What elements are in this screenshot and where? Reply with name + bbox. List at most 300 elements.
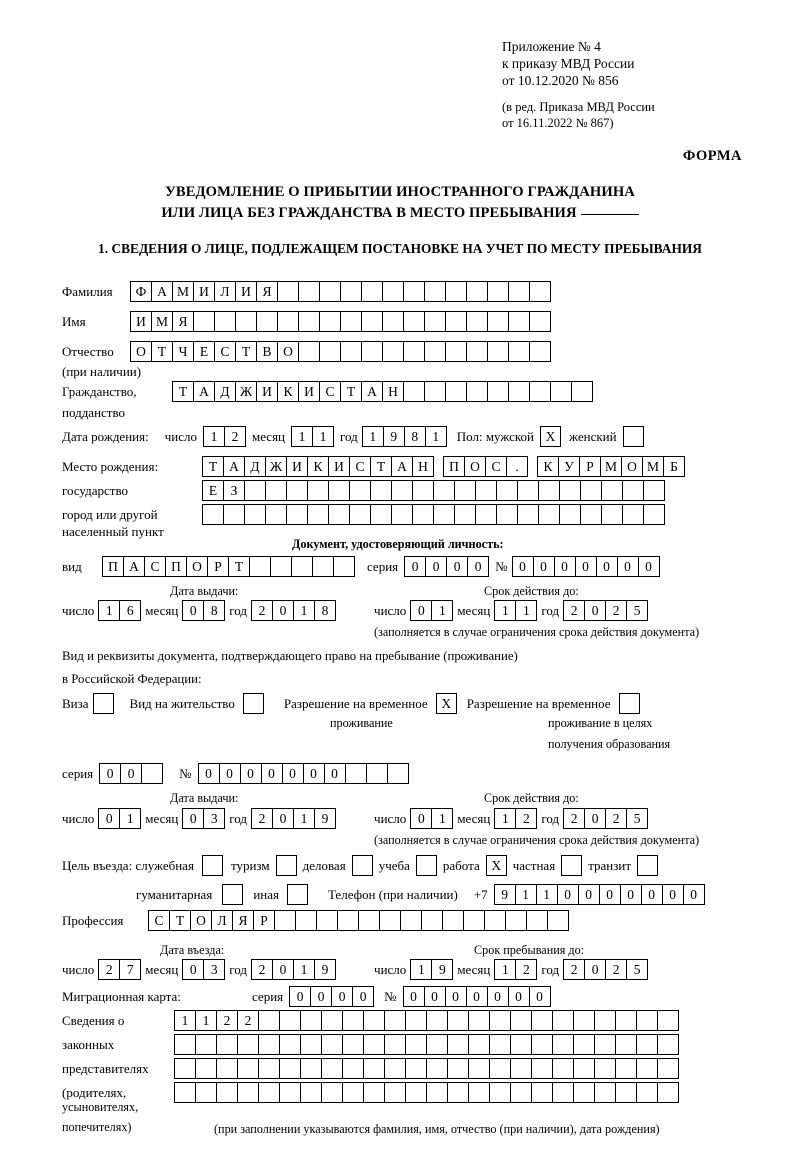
cell[interactable]: В xyxy=(256,341,278,362)
cell[interactable]: 2 xyxy=(237,1010,259,1031)
cell[interactable] xyxy=(552,1058,574,1079)
cell[interactable]: О xyxy=(130,341,152,362)
cell[interactable] xyxy=(223,504,245,525)
cell[interactable]: А xyxy=(361,381,383,402)
cell[interactable] xyxy=(559,480,581,501)
cell[interactable] xyxy=(279,1058,301,1079)
cell[interactable] xyxy=(358,910,380,931)
cell[interactable]: 5 xyxy=(626,600,648,621)
cell[interactable]: 0 xyxy=(533,556,555,577)
cell[interactable] xyxy=(538,480,560,501)
purpose-work-checkbox[interactable]: Х xyxy=(486,855,507,876)
identity-type-input[interactable] xyxy=(102,556,355,577)
cell[interactable] xyxy=(496,504,518,525)
cell[interactable] xyxy=(508,281,530,302)
cell[interactable] xyxy=(300,1034,322,1055)
identity-valid-year-input[interactable] xyxy=(563,600,648,621)
cell[interactable] xyxy=(496,480,518,501)
purpose-tourism-checkbox[interactable] xyxy=(276,855,297,876)
cell[interactable]: П xyxy=(165,556,187,577)
cell[interactable] xyxy=(559,504,581,525)
cell[interactable] xyxy=(258,1010,280,1031)
cell[interactable]: 1 xyxy=(536,884,558,905)
cell[interactable]: 0 xyxy=(303,763,325,784)
cell[interactable]: 0 xyxy=(557,884,579,905)
cell[interactable]: О xyxy=(621,456,643,477)
cell[interactable]: О xyxy=(186,556,208,577)
cell[interactable]: 1 xyxy=(174,1010,196,1031)
cell[interactable] xyxy=(636,1034,658,1055)
cell[interactable] xyxy=(340,281,362,302)
visa-checkbox[interactable] xyxy=(93,693,114,714)
identity-series-input[interactable] xyxy=(404,556,489,577)
cell[interactable]: У xyxy=(558,456,580,477)
cell[interactable]: Т xyxy=(370,456,392,477)
cell[interactable] xyxy=(601,504,623,525)
cell[interactable]: Т xyxy=(202,456,224,477)
identity-valid-month-input[interactable] xyxy=(494,600,537,621)
cell[interactable]: С xyxy=(349,456,371,477)
cell[interactable]: 0 xyxy=(289,986,311,1007)
birth-year-input[interactable] xyxy=(362,426,447,447)
cell[interactable] xyxy=(340,311,362,332)
cell[interactable] xyxy=(454,504,476,525)
cell[interactable] xyxy=(202,504,224,525)
cell[interactable]: С xyxy=(144,556,166,577)
migration-series-input[interactable] xyxy=(289,986,374,1007)
cell[interactable] xyxy=(487,381,509,402)
cell[interactable] xyxy=(615,1058,637,1079)
cell[interactable]: . xyxy=(506,456,528,477)
cell[interactable]: К xyxy=(277,381,299,402)
cell[interactable]: 0 xyxy=(310,986,332,1007)
cell[interactable] xyxy=(468,1034,490,1055)
cell[interactable] xyxy=(594,1082,616,1103)
cell[interactable] xyxy=(328,480,350,501)
cell[interactable] xyxy=(447,1010,469,1031)
cell[interactable] xyxy=(382,311,404,332)
cell[interactable] xyxy=(508,311,530,332)
cell[interactable] xyxy=(466,281,488,302)
cell[interactable] xyxy=(174,1082,196,1103)
cell[interactable] xyxy=(573,1034,595,1055)
cell[interactable]: Т xyxy=(172,381,194,402)
cell[interactable] xyxy=(426,1034,448,1055)
cell[interactable] xyxy=(517,480,539,501)
cell[interactable]: Л xyxy=(214,281,236,302)
cell[interactable] xyxy=(274,910,296,931)
permit-issue-month-input[interactable] xyxy=(182,808,225,829)
cell[interactable]: 0 xyxy=(403,986,425,1007)
cell[interactable]: 1 xyxy=(291,426,313,447)
cell[interactable]: 0 xyxy=(324,763,346,784)
cell[interactable] xyxy=(657,1034,679,1055)
cell[interactable]: А xyxy=(193,381,215,402)
cell[interactable]: Я xyxy=(256,281,278,302)
cell[interactable]: 0 xyxy=(219,763,241,784)
cell[interactable] xyxy=(363,1010,385,1031)
cell[interactable] xyxy=(279,1034,301,1055)
cell[interactable] xyxy=(426,1010,448,1031)
stay-month-input[interactable] xyxy=(494,959,537,980)
cell[interactable] xyxy=(487,311,509,332)
cell[interactable] xyxy=(403,281,425,302)
cell[interactable] xyxy=(552,1034,574,1055)
cell[interactable]: К xyxy=(537,456,559,477)
cell[interactable]: 5 xyxy=(626,808,648,829)
cell[interactable] xyxy=(475,504,497,525)
cell[interactable] xyxy=(363,1058,385,1079)
cell[interactable] xyxy=(468,1058,490,1079)
permit-valid-year-input[interactable] xyxy=(563,808,648,829)
cell[interactable] xyxy=(426,1058,448,1079)
cell[interactable] xyxy=(384,1034,406,1055)
cell[interactable] xyxy=(580,480,602,501)
cell[interactable] xyxy=(510,1058,532,1079)
cell[interactable]: 2 xyxy=(224,426,246,447)
cell[interactable] xyxy=(531,1058,553,1079)
cell[interactable] xyxy=(216,1082,238,1103)
cell[interactable] xyxy=(529,341,551,362)
cell[interactable]: 2 xyxy=(98,959,120,980)
cell[interactable] xyxy=(256,311,278,332)
cell[interactable] xyxy=(510,1034,532,1055)
cell[interactable] xyxy=(195,1082,217,1103)
cell[interactable] xyxy=(489,1010,511,1031)
cell[interactable] xyxy=(340,341,362,362)
permit-number-input[interactable] xyxy=(198,763,409,784)
cell[interactable] xyxy=(295,910,317,931)
cell[interactable] xyxy=(370,504,392,525)
cell[interactable]: 0 xyxy=(554,556,576,577)
cell[interactable]: 1 xyxy=(425,426,447,447)
cell[interactable]: 0 xyxy=(466,986,488,1007)
cell[interactable]: 0 xyxy=(446,556,468,577)
representatives-row-4[interactable] xyxy=(174,1082,679,1103)
cell[interactable] xyxy=(249,556,271,577)
cell[interactable] xyxy=(316,910,338,931)
cell[interactable] xyxy=(403,311,425,332)
permit-issue-day-input[interactable] xyxy=(98,808,141,829)
cell[interactable]: Т xyxy=(169,910,191,931)
cell[interactable] xyxy=(400,910,422,931)
purpose-humanitarian-checkbox[interactable] xyxy=(222,884,243,905)
cell[interactable]: И xyxy=(286,456,308,477)
cell[interactable] xyxy=(573,1082,595,1103)
cell[interactable] xyxy=(321,1034,343,1055)
cell[interactable]: 0 xyxy=(445,986,467,1007)
birthplace-row-2[interactable] xyxy=(202,480,665,501)
profession-input[interactable] xyxy=(148,910,569,931)
permit-issue-year-input[interactable] xyxy=(251,808,336,829)
cell[interactable]: Т xyxy=(228,556,250,577)
cell[interactable]: Е xyxy=(193,341,215,362)
birth-day-input[interactable] xyxy=(203,426,246,447)
cell[interactable]: 0 xyxy=(282,763,304,784)
cell[interactable]: Е xyxy=(202,480,224,501)
cell[interactable] xyxy=(657,1082,679,1103)
cell[interactable]: 0 xyxy=(584,959,606,980)
cell[interactable] xyxy=(580,504,602,525)
cell[interactable] xyxy=(328,504,350,525)
cell[interactable]: 0 xyxy=(272,808,294,829)
cell[interactable] xyxy=(291,556,313,577)
purpose-service-checkbox[interactable] xyxy=(202,855,223,876)
cell[interactable]: 1 xyxy=(431,808,453,829)
cell[interactable]: 1 xyxy=(293,808,315,829)
cell[interactable]: 0 xyxy=(620,884,642,905)
cell[interactable] xyxy=(615,1082,637,1103)
cell[interactable]: 0 xyxy=(641,884,663,905)
cell[interactable]: Н xyxy=(382,381,404,402)
cell[interactable] xyxy=(312,556,334,577)
cell[interactable]: 9 xyxy=(383,426,405,447)
cell[interactable] xyxy=(405,1034,427,1055)
cell[interactable]: Л xyxy=(211,910,233,931)
surname-input[interactable] xyxy=(130,281,551,302)
cell[interactable] xyxy=(298,341,320,362)
cell[interactable]: 0 xyxy=(599,884,621,905)
cell[interactable] xyxy=(279,1010,301,1031)
cell[interactable]: 1 xyxy=(494,959,516,980)
cell[interactable] xyxy=(307,480,329,501)
cell[interactable]: 0 xyxy=(120,763,142,784)
cell[interactable]: Р xyxy=(207,556,229,577)
cell[interactable] xyxy=(370,480,392,501)
cell[interactable] xyxy=(529,381,551,402)
cell[interactable] xyxy=(573,1058,595,1079)
cell[interactable] xyxy=(484,910,506,931)
cell[interactable]: А xyxy=(123,556,145,577)
cell[interactable]: Я xyxy=(172,311,194,332)
cell[interactable]: И xyxy=(328,456,350,477)
cell[interactable] xyxy=(510,1010,532,1031)
cell[interactable] xyxy=(468,1010,490,1031)
cell[interactable] xyxy=(445,281,467,302)
cell[interactable]: 0 xyxy=(182,959,204,980)
cell[interactable]: 2 xyxy=(251,959,273,980)
cell[interactable]: 9 xyxy=(431,959,453,980)
cell[interactable]: 1 xyxy=(119,808,141,829)
stay-day-input[interactable] xyxy=(410,959,453,980)
cell[interactable] xyxy=(601,480,623,501)
cell[interactable] xyxy=(300,1058,322,1079)
cell[interactable]: 0 xyxy=(331,986,353,1007)
cell[interactable]: 1 xyxy=(362,426,384,447)
cell[interactable] xyxy=(384,1058,406,1079)
cell[interactable] xyxy=(531,1082,553,1103)
cell[interactable] xyxy=(622,504,644,525)
cell[interactable] xyxy=(321,1058,343,1079)
cell[interactable]: 0 xyxy=(512,556,534,577)
cell[interactable]: 0 xyxy=(261,763,283,784)
cell[interactable]: 0 xyxy=(584,600,606,621)
cell[interactable] xyxy=(594,1010,616,1031)
cell[interactable] xyxy=(466,311,488,332)
cell[interactable]: М xyxy=(600,456,622,477)
cell[interactable] xyxy=(508,381,530,402)
cell[interactable] xyxy=(337,910,359,931)
cell[interactable] xyxy=(342,1034,364,1055)
cell[interactable] xyxy=(342,1010,364,1031)
cell[interactable] xyxy=(382,341,404,362)
cell[interactable]: 1 xyxy=(431,600,453,621)
cell[interactable] xyxy=(391,504,413,525)
cell[interactable] xyxy=(265,504,287,525)
citizenship-input[interactable] xyxy=(172,381,593,402)
cell[interactable]: 1 xyxy=(410,959,432,980)
sex-female-checkbox[interactable] xyxy=(623,426,644,447)
cell[interactable] xyxy=(342,1082,364,1103)
cell[interactable]: Т xyxy=(340,381,362,402)
cell[interactable] xyxy=(550,381,572,402)
cell[interactable] xyxy=(298,281,320,302)
cell[interactable] xyxy=(333,556,355,577)
cell[interactable] xyxy=(571,381,593,402)
cell[interactable]: 1 xyxy=(98,600,120,621)
cell[interactable]: 0 xyxy=(240,763,262,784)
cell[interactable] xyxy=(387,763,409,784)
cell[interactable]: М xyxy=(172,281,194,302)
cell[interactable]: 0 xyxy=(683,884,705,905)
cell[interactable]: П xyxy=(102,556,124,577)
cell[interactable] xyxy=(405,1010,427,1031)
cell[interactable]: 2 xyxy=(563,808,585,829)
cell[interactable]: 1 xyxy=(293,959,315,980)
cell[interactable]: 1 xyxy=(203,426,225,447)
cell[interactable]: Р xyxy=(253,910,275,931)
cell[interactable] xyxy=(403,381,425,402)
cell[interactable]: 2 xyxy=(605,808,627,829)
phone-input[interactable] xyxy=(494,884,705,905)
cell[interactable] xyxy=(615,1010,637,1031)
cell[interactable]: 8 xyxy=(404,426,426,447)
cell[interactable] xyxy=(510,1082,532,1103)
cell[interactable] xyxy=(529,281,551,302)
cell[interactable] xyxy=(366,763,388,784)
cell[interactable] xyxy=(384,1082,406,1103)
birth-month-input[interactable] xyxy=(291,426,334,447)
cell[interactable]: 0 xyxy=(575,556,597,577)
cell[interactable]: 0 xyxy=(410,600,432,621)
cell[interactable]: 0 xyxy=(404,556,426,577)
birthplace-row-3[interactable] xyxy=(202,504,665,525)
permit-series-input[interactable] xyxy=(99,763,163,784)
cell[interactable]: К xyxy=(307,456,329,477)
cell[interactable] xyxy=(258,1082,280,1103)
identity-issue-month-input[interactable] xyxy=(182,600,225,621)
cell[interactable]: 2 xyxy=(251,600,273,621)
permit-valid-day-input[interactable] xyxy=(410,808,453,829)
cell[interactable] xyxy=(552,1082,574,1103)
cell[interactable] xyxy=(463,910,485,931)
identity-number-input[interactable] xyxy=(512,556,660,577)
cell[interactable]: Т xyxy=(235,341,257,362)
cell[interactable] xyxy=(594,1058,616,1079)
cell[interactable] xyxy=(424,381,446,402)
cell[interactable] xyxy=(547,910,569,931)
cell[interactable] xyxy=(426,1082,448,1103)
cell[interactable] xyxy=(244,480,266,501)
cell[interactable]: 0 xyxy=(352,986,374,1007)
cell[interactable] xyxy=(643,480,665,501)
cell[interactable]: Т xyxy=(151,341,173,362)
cell[interactable] xyxy=(487,281,509,302)
cell[interactable] xyxy=(657,1058,679,1079)
cell[interactable]: 0 xyxy=(584,808,606,829)
cell[interactable]: 2 xyxy=(515,808,537,829)
cell[interactable]: П xyxy=(443,456,465,477)
purpose-other-checkbox[interactable] xyxy=(287,884,308,905)
cell[interactable] xyxy=(615,1034,637,1055)
cell[interactable]: 1 xyxy=(312,426,334,447)
cell[interactable] xyxy=(349,504,371,525)
cell[interactable] xyxy=(235,311,257,332)
cell[interactable] xyxy=(361,281,383,302)
cell[interactable] xyxy=(454,480,476,501)
cell[interactable] xyxy=(657,1010,679,1031)
cell[interactable] xyxy=(237,1082,259,1103)
cell[interactable]: И xyxy=(298,381,320,402)
cell[interactable] xyxy=(195,1058,217,1079)
permit-valid-month-input[interactable] xyxy=(494,808,537,829)
identity-issue-day-input[interactable] xyxy=(98,600,141,621)
cell[interactable] xyxy=(433,504,455,525)
cell[interactable] xyxy=(424,311,446,332)
cell[interactable]: Н xyxy=(412,456,434,477)
patronymic-input[interactable] xyxy=(130,341,551,362)
cell[interactable] xyxy=(445,341,467,362)
cell[interactable]: 9 xyxy=(314,959,336,980)
migration-number-input[interactable] xyxy=(403,986,551,1007)
cell[interactable]: 9 xyxy=(494,884,516,905)
cell[interactable] xyxy=(445,381,467,402)
cell[interactable] xyxy=(466,341,488,362)
cell[interactable]: 0 xyxy=(272,959,294,980)
cell[interactable]: 2 xyxy=(216,1010,238,1031)
cell[interactable]: Ж xyxy=(265,456,287,477)
cell[interactable] xyxy=(517,504,539,525)
cell[interactable] xyxy=(379,910,401,931)
cell[interactable]: 2 xyxy=(563,959,585,980)
cell[interactable] xyxy=(505,910,527,931)
cell[interactable]: А xyxy=(223,456,245,477)
cell[interactable] xyxy=(445,311,467,332)
cell[interactable] xyxy=(552,1010,574,1031)
edu-residence-checkbox[interactable] xyxy=(619,693,640,714)
cell[interactable]: 1 xyxy=(494,600,516,621)
cell[interactable] xyxy=(363,1034,385,1055)
cell[interactable]: И xyxy=(235,281,257,302)
cell[interactable]: 2 xyxy=(515,959,537,980)
cell[interactable] xyxy=(174,1058,196,1079)
cell[interactable]: О xyxy=(190,910,212,931)
cell[interactable] xyxy=(277,311,299,332)
identity-valid-day-input[interactable] xyxy=(410,600,453,621)
cell[interactable] xyxy=(270,556,292,577)
cell[interactable] xyxy=(345,763,367,784)
cell[interactable] xyxy=(363,1082,385,1103)
cell[interactable]: 9 xyxy=(314,808,336,829)
cell[interactable]: Д xyxy=(214,381,236,402)
cell[interactable]: 0 xyxy=(272,600,294,621)
cell[interactable]: 0 xyxy=(508,986,530,1007)
purpose-transit-checkbox[interactable] xyxy=(637,855,658,876)
cell[interactable] xyxy=(193,311,215,332)
cell[interactable]: 3 xyxy=(203,959,225,980)
stay-year-input[interactable] xyxy=(563,959,648,980)
cell[interactable]: 0 xyxy=(410,808,432,829)
